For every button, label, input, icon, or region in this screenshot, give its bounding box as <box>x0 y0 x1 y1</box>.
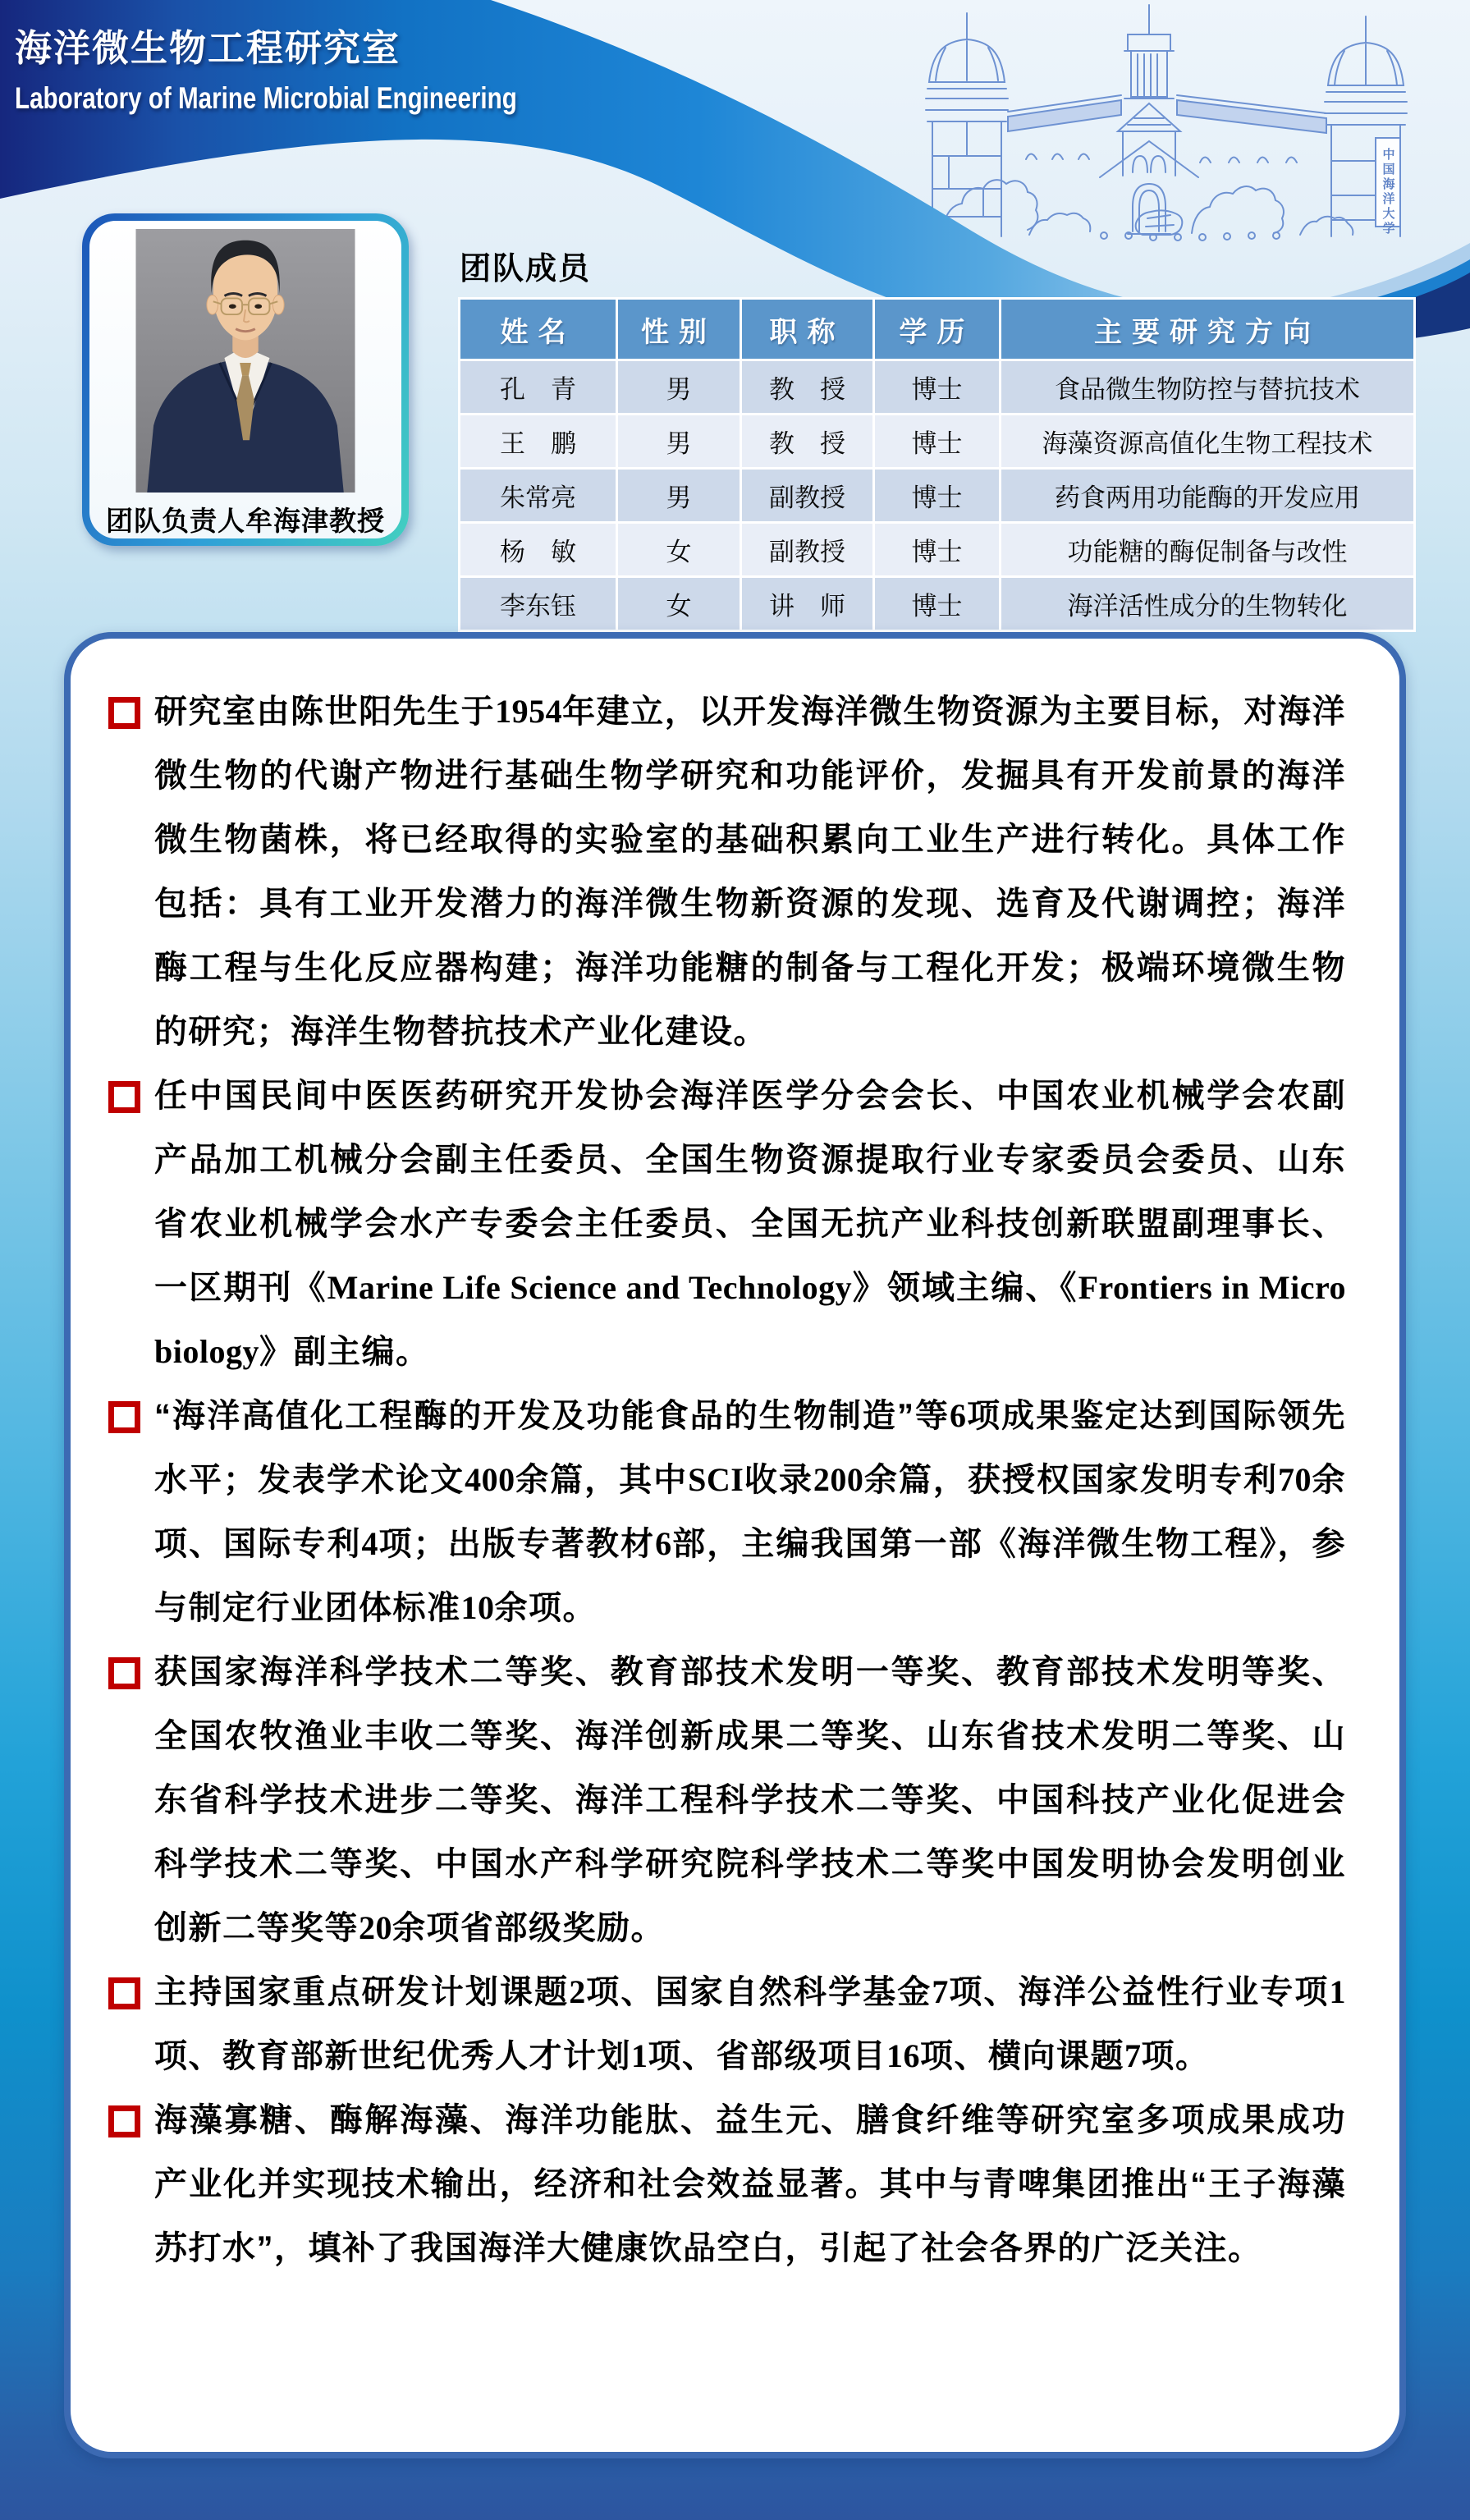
highlights-list <box>71 639 1399 2280</box>
lab-introduction-card <box>64 632 1406 2458</box>
table-cell: 孔 青 <box>460 360 617 415</box>
table-cell: 博士 <box>874 415 1001 469</box>
red-square-bullet-icon <box>108 697 140 729</box>
highlight-text: 任中国民间中医医药研究开发协会海洋医学分会会长、中国农业机械学会农副产品加工机械分会副主任委员、全国生物资源提取行业专家委员会委员、山东省农业机械学会水产专委会主任委员、全国无抗产业科技创新联盟副理事长、一区期刊《Marine Life Science and Technology》领域主编、《Frontiers in Microbiology》副主编。 <box>154 1078 1347 1370</box>
highlight-item <box>108 1640 1352 1960</box>
highlight-item <box>108 1064 1352 1384</box>
header-titles <box>15 18 643 116</box>
leader-photo-card-inner <box>89 221 401 538</box>
table-header-cell: 姓名 <box>460 299 617 360</box>
red-square-bullet-icon <box>108 1401 140 1433</box>
red-square-bullet-icon <box>108 1081 140 1113</box>
table-cell: 朱常亮 <box>460 469 617 523</box>
red-square-bullet-icon <box>108 2105 140 2137</box>
table-cell: 男 <box>617 415 741 469</box>
table-cell: 副教授 <box>741 523 874 577</box>
red-square-bullet-icon <box>108 1657 140 1689</box>
table-cell: 教 授 <box>741 415 874 469</box>
table-cell: 海藻资源高值化生物工程技术 <box>1001 415 1415 469</box>
highlight-text: “海洋高值化工程酶的开发及功能食品的生物制造”等6项成果鉴定达到国际领先水平；发表学术论文400余篇，其中SCI收录200余篇，获授权国家发明专利70余项、国际专利4项；出版专著教材6部，主编我国第一部《海洋微生物工程》，参与制定行业团体标准10余项。 <box>154 1397 1347 1626</box>
highlight-item <box>108 680 1352 1064</box>
table-row <box>460 415 1415 469</box>
table-cell: 功能糖的酶促制备与改性 <box>1001 523 1415 577</box>
table-cell: 海洋活性成分的生物转化 <box>1001 577 1415 631</box>
table-row <box>460 577 1415 631</box>
table-cell: 女 <box>617 523 741 577</box>
table-cell: 博士 <box>874 577 1001 631</box>
highlight-text: 获国家海洋科学技术二等奖、教育部技术发明一等奖、教育部技术发明等奖、全国农牧渔业丰收二等奖、海洋创新成果二等奖、山东省技术发明二等奖、山东省科学技术进步二等奖、海洋工程科学技术二等奖、中国科技产业化促进会科学技术二等奖、中国水产科学研究院科学技术二等奖中国发明协会发明创业创新二等奖等20余项省部级奖励。 <box>154 1654 1346 1946</box>
table-cell: 食品微生物防控与替抗技术 <box>1001 360 1415 415</box>
team-table-body <box>460 360 1415 631</box>
leader-photo-caption: 团队负责人牟海津教授 <box>106 506 385 536</box>
highlight-item <box>108 2088 1352 2280</box>
campus-building-illustration <box>926 5 1407 241</box>
table-cell: 博士 <box>874 360 1001 415</box>
university-seal-text: 中国海洋大学 <box>1381 148 1395 236</box>
lab-title-zh: 海洋微生物工程研究室 <box>15 27 401 69</box>
table-cell: 教 授 <box>741 360 874 415</box>
team-section-title: 团队成员 <box>460 252 592 286</box>
table-header-cell: 主要研究方向 <box>1001 299 1415 360</box>
table-header-cell: 性别 <box>617 299 741 360</box>
highlight-text: 主持国家重点研发计划课题2项、国家自然科学基金7项、海洋公益性行业专项1项、教育部新世纪优秀人才计划1项、省部级项目16项、横向课题7项。 <box>154 1973 1347 2074</box>
table-header-cell: 学历 <box>874 299 1001 360</box>
table-row <box>460 360 1415 415</box>
highlight-item <box>108 1384 1352 1640</box>
table-cell: 男 <box>617 469 741 523</box>
table-cell: 杨 敏 <box>460 523 617 577</box>
red-square-bullet-icon <box>108 1977 140 2009</box>
table-header-row <box>460 299 1415 360</box>
table-cell: 博士 <box>874 523 1001 577</box>
leader-photo-card <box>82 213 409 546</box>
table-row <box>460 469 1415 523</box>
table-cell: 男 <box>617 360 741 415</box>
table-cell: 药食两用功能酶的开发应用 <box>1001 469 1415 523</box>
highlight-text: 研究室由陈世阳先生于1954年建立，以开发海洋微生物资源为主要目标，对海洋微生物的代谢产物进行基础生物学研究和功能评价，发掘具有开发前景的海洋微生物菌株，将已经取得的实验室的基础积累向工业生产进行转化。具体工作包括：具有工业开发潜力的海洋微生物新资源的发现、选育及代谢调控；海洋酶工程与生化反应器构建；海洋功能糖的制备与工程化开发；极端环境微生物的研究；海洋生物替抗技术产业化建设。 <box>154 693 1347 1050</box>
lab-title-en: Laboratory of Marine Microbial Engineering <box>15 81 517 115</box>
team-table-header <box>460 299 1415 360</box>
highlight-item <box>108 1960 1352 2088</box>
table-row <box>460 523 1415 577</box>
team-table <box>458 297 1416 632</box>
highlight-text: 海藻寡糖、酶解海藻、海洋功能肽、益生元、膳食纤维等研究室多项成果成功产业化并实现技术输出，经济和社会效益显著。其中与青啤集团推出“王子海藻苏打水”，填补了我国海洋大健康饮品空白，引起了社会各界的广泛关注。 <box>154 2102 1346 2266</box>
table-cell: 讲 师 <box>741 577 874 631</box>
table-cell: 副教授 <box>741 469 874 523</box>
table-cell: 李东钰 <box>460 577 617 631</box>
table-cell: 女 <box>617 577 741 631</box>
table-cell: 博士 <box>874 469 1001 523</box>
table-cell: 王 鹏 <box>460 415 617 469</box>
team-leader-photo <box>134 229 357 493</box>
table-header-cell: 职称 <box>741 299 874 360</box>
